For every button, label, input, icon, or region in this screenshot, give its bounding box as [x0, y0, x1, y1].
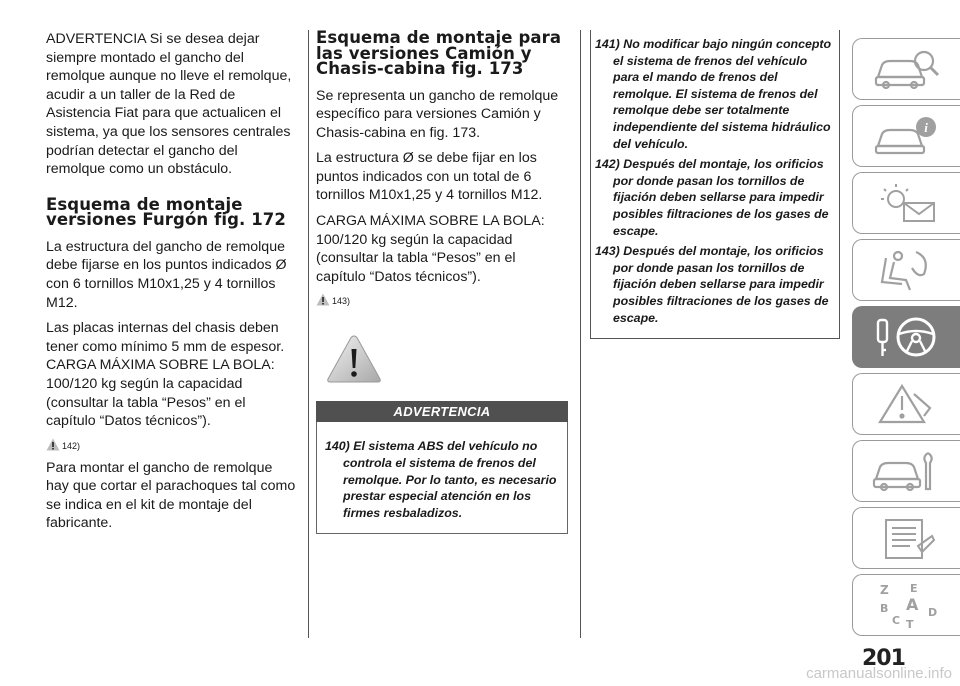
page-number: 201 — [862, 646, 905, 671]
warning-item-142: 142) Después del montaje, los orificios por donde pasan los tornillos de fijación deben sellarse para impedir posibles filtraciones de los gases de escape. — [595, 157, 829, 238]
tab-index[interactable] — [852, 574, 960, 636]
warning-symbol — [326, 334, 568, 389]
column-divider-2 — [580, 30, 581, 638]
tab-instrument-panel[interactable] — [852, 105, 960, 167]
paragraph: La estructura del gancho de remolque debe fijarse en los puntos indicados Ø con 6 tornillos M10x1,25 y 4 tornillos M12. — [46, 238, 287, 311]
warning-reference[interactable] — [46, 438, 298, 451]
tab-maintenance[interactable] — [852, 440, 960, 502]
car-info-icon — [872, 114, 942, 158]
large-warning-triangle-icon — [326, 334, 382, 384]
svg-text:D: D — [927, 606, 937, 619]
warning-triangle-icon — [46, 438, 60, 451]
svg-text:T: T — [905, 618, 914, 630]
chapter-tabs — [852, 38, 960, 641]
seat-airbag-icon — [872, 248, 942, 292]
key-steering-wheel-icon — [872, 314, 942, 360]
paragraph: CARGA MÁXIMA SOBRE LA BOLA: 100/120 kg según la capacidad (consultar la tabla “Pesos” en el capítulo “Datos técnicos”). — [316, 213, 545, 285]
tab-warning-lights[interactable] — [852, 172, 960, 234]
car-search-icon — [872, 47, 942, 91]
spec-sheet-icon — [872, 516, 942, 560]
tab-technical-data[interactable] — [852, 507, 960, 569]
svg-text:A: A — [905, 595, 918, 614]
car-wrench-icon — [872, 449, 942, 493]
warning-triangle-icon — [316, 293, 330, 306]
svg-text:i: i — [923, 120, 928, 135]
section-heading-furgon: Esquema de montaje versiones Furgón fig. 172 — [46, 194, 286, 230]
svg-text:E: E — [909, 582, 918, 595]
reference-number: 143) — [332, 296, 351, 307]
paragraph: Las placas internas del chasis deben tener como mínimo 5 mm de espesor. CARGA MÁXIMA SOBRE LA BOLA: 100/120 kg según la capacidad (consultar la tabla “Pesos” en el capítulo “Datos técnicos”). — [46, 320, 285, 430]
svg-text:B: B — [879, 602, 888, 615]
paragraph: Para montar el gancho de remolque hay que cortar el parachoques tal como se indica en el kit de montaje del fabricante. — [46, 459, 296, 532]
warning-item-141: 141) No modificar bajo ningún concepto el sistema de frenos del vehículo para el mando de frenos del remolque. El sistema de frenos del remolque debe ser totalmente independiente del sistema hidráulico del vehículo. — [595, 37, 832, 151]
tab-knowing-vehicle[interactable] — [852, 38, 960, 100]
intro-warning-text: ADVERTENCIA Si se desea dejar siempre montado el gancho del remolque aunque no lleve el remolque, acudir a un taller de la Red de Asistencia Fiat para que actualicen el sistema, ya que los sensores centrales podrían detectar el gancho del remolque como un obstáculo. — [46, 31, 292, 178]
tab-emergency[interactable] — [852, 373, 960, 435]
warning-box — [316, 422, 568, 534]
paragraph: La estructura Ø se debe fijar en los puntos indicados con un total de 6 tornillos M10x1,25 y 4 tornillos M12. — [316, 150, 543, 204]
section-heading-camion: Esquema de montaje para las versiones Camión y Chasis-cabina fig. 173 — [316, 28, 562, 78]
warning-continuation-box — [590, 30, 840, 339]
column-1 — [46, 30, 298, 540]
tab-starting-driving[interactable] — [852, 306, 960, 368]
svg-text:Z: Z — [879, 583, 889, 597]
warning-light-message-icon — [872, 181, 942, 225]
reference-number: 142) — [62, 440, 81, 451]
roadside-warning-icon — [872, 382, 942, 426]
alphabet-index-icon — [872, 580, 942, 630]
warning-item-143: 143) Después del montaje, los orificios por donde pasan los tornillos de fijación deben sellarse para impedir posibles filtraciones de los gases de escape. — [595, 244, 829, 325]
tab-safety[interactable] — [852, 239, 960, 301]
svg-text:C: C — [891, 614, 900, 627]
paragraph: Se representa un gancho de remolque específico para versiones Camión y Chasis-cabina en fig. 173. — [316, 87, 559, 141]
warning-reference[interactable] — [316, 293, 568, 306]
column-3 — [590, 30, 840, 339]
column-2 — [316, 30, 568, 534]
column-divider-1 — [308, 30, 309, 638]
warning-title-bar: ADVERTENCIA — [316, 401, 568, 422]
watermark: carmanualsonline.info — [806, 665, 952, 682]
warning-item-140: 140) El sistema ABS del vehículo no controla el sistema de frenos del remolque. Por lo tanto, es necesario prestar especial atención en los firmes resbaladizos. — [325, 439, 557, 520]
